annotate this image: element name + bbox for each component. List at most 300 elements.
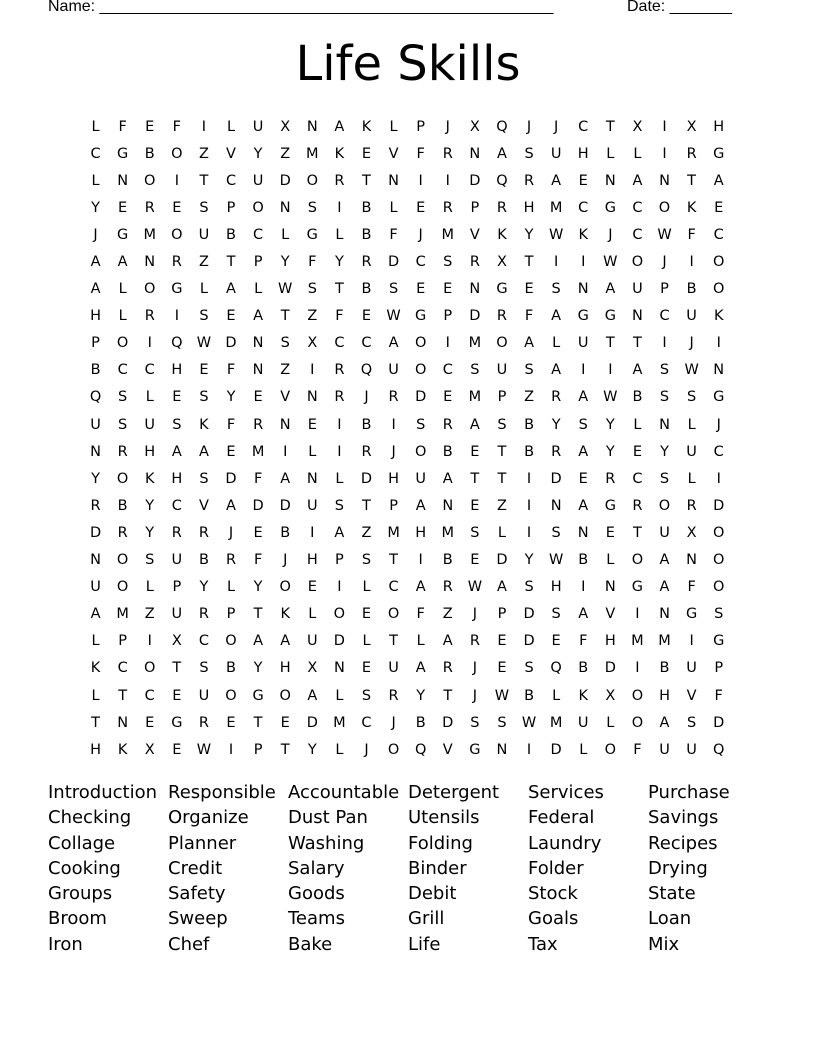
grid-letter: R (361, 254, 372, 271)
grid-letter: M (116, 606, 129, 623)
grid-letter: S (497, 416, 507, 433)
grid-letter: D (496, 552, 508, 569)
grid-letter: O (387, 741, 400, 758)
grid-letter: U (577, 714, 589, 731)
grid-letter: Y (199, 579, 209, 596)
grid-letter: A (280, 633, 291, 650)
grid-letter: I (283, 443, 288, 460)
grid-letter: R (90, 497, 101, 514)
grid-letter: L (687, 470, 696, 487)
grid-letter: V (469, 226, 480, 243)
word-list-item: Detergent (408, 782, 500, 803)
grid-letter: O (712, 579, 725, 596)
grid-letter: A (659, 552, 670, 569)
grid-letter: U (686, 308, 697, 325)
grid-letter: O (631, 254, 644, 271)
word-list-item: Debit (408, 883, 457, 905)
grid-letter: S (551, 606, 561, 623)
word-list-item: Goals (528, 908, 579, 930)
grid-letter: S (307, 199, 317, 216)
grid-letter: N (577, 524, 589, 541)
grid-letter: R (632, 497, 643, 514)
grid-letter: G (117, 145, 129, 162)
word-list-item: Responsible (168, 782, 276, 803)
grid-letter: I (310, 362, 315, 379)
grid-letter: K (713, 308, 724, 325)
grid-row (82, 492, 732, 519)
grid-letter: G (604, 199, 616, 216)
grid-letter: B (361, 226, 372, 243)
grid-letter: C (171, 497, 182, 514)
grid-letter: P (226, 199, 236, 216)
grid-letter: N (469, 145, 481, 162)
grid-letter: E (361, 606, 372, 623)
grid-row (82, 167, 732, 194)
grid-letter: G (252, 687, 264, 704)
grid-letter: U (686, 443, 697, 460)
grid-letter: B (226, 660, 236, 677)
grid-letter: A (551, 172, 562, 189)
grid-letter: P (253, 254, 263, 271)
grid-letter: N (90, 552, 101, 569)
grid-letter: B (578, 552, 589, 569)
grid-letter: N (117, 172, 129, 189)
grid-letter: I (526, 524, 532, 541)
grid-letter: N (469, 281, 481, 298)
grid-letter: N (659, 606, 670, 623)
grid-letter: Z (307, 308, 318, 325)
grid-letter: T (497, 443, 507, 460)
grid-letter: C (117, 362, 128, 379)
grid-letter: Y (91, 199, 100, 216)
grid-letter: C (632, 199, 643, 216)
grid-letter: B (361, 281, 372, 298)
grid-letter: C (442, 362, 453, 379)
grid-letter: I (391, 416, 396, 433)
page-title: Life Skills (295, 36, 521, 92)
grid-letter: U (171, 606, 183, 623)
grid-letter: S (551, 281, 561, 298)
grid-letter: D (550, 741, 562, 758)
grid-letter: C (144, 362, 155, 379)
grid-letter: P (416, 118, 426, 135)
grid-letter: I (689, 254, 694, 271)
word-list-item: Broom (48, 908, 107, 930)
grid-letter: G (604, 308, 616, 325)
grid-letter: C (361, 714, 372, 731)
grid-letter: I (716, 335, 721, 352)
grid-letter: R (361, 443, 372, 460)
grid-letter: O (171, 145, 183, 162)
grid-letter: T (334, 281, 344, 298)
grid-letter: U (90, 416, 101, 433)
grid-letter: P (253, 741, 263, 758)
grid-letter: S (470, 714, 480, 731)
grid-letter: D (550, 470, 562, 487)
grid-letter: I (581, 254, 586, 271)
grid-letter: O (712, 281, 725, 298)
grid-letter: A (578, 497, 589, 514)
grid-letter: D (415, 389, 427, 406)
grid-row (82, 655, 732, 682)
grid-letter: T (280, 308, 290, 325)
grid-letter: H (550, 579, 562, 596)
name-field-label: Name: ___________________________________________________ (48, 0, 554, 15)
grid-letter: J (554, 118, 559, 135)
grid-letter: O (631, 552, 644, 569)
grid-letter: I (526, 741, 532, 758)
grid-letter: A (659, 714, 670, 731)
grid-letter: L (606, 714, 615, 731)
grid-letter: E (172, 199, 182, 216)
grid-letter: F (335, 308, 344, 325)
grid-letter: F (416, 606, 425, 623)
grid-letter: N (496, 741, 508, 758)
grid-letter: Z (524, 389, 535, 406)
grid-letter: J (472, 606, 477, 623)
grid-letter: D (279, 497, 291, 514)
grid-letter: I (147, 633, 152, 650)
grid-letter: G (469, 741, 481, 758)
grid-letter: N (252, 362, 264, 379)
grid-letter: V (388, 145, 399, 162)
grid-letter: R (225, 552, 237, 569)
grid-letter: T (389, 552, 398, 569)
grid-letter: E (470, 552, 480, 569)
grid-letter: I (635, 660, 640, 677)
grid-letter: S (524, 660, 534, 677)
grid-letter: A (334, 524, 345, 541)
grid-letter: J (418, 226, 423, 243)
grid-letter: W (467, 579, 483, 596)
grid-letter: S (199, 199, 209, 216)
grid-letter: Z (280, 145, 291, 162)
grid-letter: A (198, 443, 209, 460)
grid-letter: O (712, 552, 725, 569)
grid-letter: I (554, 254, 559, 271)
grid-letter: E (253, 524, 263, 541)
grid-letter: E (443, 389, 453, 406)
grid-letter: L (118, 281, 127, 298)
grid-letter: T (199, 172, 209, 189)
grid-letter: T (226, 254, 236, 271)
grid-letter: G (117, 226, 129, 243)
grid-letter: U (415, 470, 426, 487)
grid-letter: E (551, 633, 561, 650)
grid-letter: D (225, 335, 237, 352)
grid-letter: I (635, 606, 640, 623)
grid-letter: S (118, 416, 128, 433)
grid-letter: D (225, 470, 237, 487)
grid-letter: Z (144, 606, 155, 623)
grid-letter: W (386, 308, 401, 325)
grid-letter: A (90, 254, 101, 271)
word-list-item: Life (408, 933, 441, 955)
grid-letter: I (337, 199, 342, 216)
grid-letter: L (606, 145, 615, 162)
grid-letter: S (172, 416, 182, 433)
grid-letter: H (279, 660, 291, 677)
grid-letter: D (387, 254, 400, 271)
grid-letter: R (388, 389, 399, 406)
grid-letter: B (524, 443, 535, 460)
word-list-item: Savings (648, 807, 719, 829)
grid-letter: B (415, 714, 426, 731)
grid-letter: E (361, 308, 372, 325)
grid-letter: G (604, 497, 616, 514)
grid-letter: W (196, 335, 212, 352)
grid-letter: E (226, 308, 236, 325)
grid-letter: L (308, 443, 317, 460)
grid-letter: H (415, 524, 427, 541)
grid-letter: T (280, 741, 290, 758)
grid-letter: X (496, 254, 507, 271)
grid-letter: O (116, 335, 129, 352)
grid-letter: T (362, 172, 371, 189)
grid-row (82, 303, 732, 330)
grid-letter: H (306, 552, 318, 569)
grid-letter: G (631, 579, 644, 596)
grid-letter: N (279, 416, 291, 433)
grid-letter: I (337, 443, 342, 460)
grid-letter: I (418, 172, 423, 189)
word-list-item: Utensils (408, 807, 480, 829)
grid-letter: R (253, 416, 264, 433)
grid-letter: K (334, 145, 345, 162)
grid-letter: P (91, 335, 100, 352)
grid-letter: E (226, 714, 236, 731)
grid-letter: A (578, 443, 589, 460)
grid-letter: B (361, 416, 372, 433)
word-search-grid (82, 113, 732, 763)
grid-letter: X (307, 660, 318, 677)
grid-letter: S (145, 552, 155, 569)
grid-letter: Z (361, 524, 372, 541)
grid-letter: E (253, 389, 263, 406)
word-list-item: Checking (48, 807, 132, 829)
grid-letter: L (633, 416, 642, 433)
grid-letter: M (333, 714, 346, 731)
grid-letter: B (144, 145, 155, 162)
grid-letter: Y (145, 497, 155, 514)
grid-letter: T (253, 714, 263, 731)
grid-letter: T (687, 172, 697, 189)
grid-letter: T (632, 524, 642, 541)
grid-letter: G (713, 633, 725, 650)
grid-letter: A (551, 308, 562, 325)
grid-letter: I (445, 172, 450, 189)
grid-row (82, 411, 732, 438)
grid-letter: A (659, 579, 670, 596)
word-list-item: Federal (528, 807, 595, 829)
grid-letter: Q (171, 335, 183, 352)
grid-letter: G (415, 308, 427, 325)
grid-letter: R (469, 254, 480, 271)
grid-letter: W (196, 741, 212, 758)
grid-letter: G (713, 145, 725, 162)
word-list-item: Grill (408, 908, 445, 930)
grid-letter: P (226, 606, 236, 623)
grid-letter: J (472, 687, 477, 704)
grid-letter: J (93, 226, 98, 243)
grid-letter: C (632, 226, 643, 243)
grid-row (82, 601, 732, 628)
grid-letter: I (662, 145, 667, 162)
grid-letter: K (199, 416, 209, 433)
grid-letter: X (469, 118, 480, 135)
grid-letter: R (605, 470, 616, 487)
word-list-item: Binder (408, 857, 467, 879)
grid-letter: W (521, 714, 537, 731)
grid-row (82, 628, 732, 655)
word-list-item: State (648, 883, 696, 905)
grid-letter: O (306, 172, 318, 189)
grid-letter: S (524, 145, 534, 162)
grid-letter: O (171, 226, 183, 243)
grid-letter: U (252, 118, 264, 135)
grid-letter: I (445, 335, 450, 352)
grid-letter: B (90, 362, 101, 379)
grid-letter: F (524, 308, 534, 325)
grid-letter: A (578, 606, 589, 623)
word-list-item: Washing (288, 832, 365, 854)
grid-letter: R (496, 199, 507, 216)
grid-letter: L (579, 741, 588, 758)
grid-letter: R (144, 308, 155, 325)
grid-letter: A (415, 660, 426, 677)
grid-letter: M (387, 524, 400, 541)
grid-letter: A (713, 172, 724, 189)
grid-letter: D (360, 470, 373, 487)
grid-letter: N (659, 172, 670, 189)
grid-letter: N (686, 552, 698, 569)
grid-letter: W (494, 687, 510, 704)
grid-letter: R (442, 145, 453, 162)
grid-letter: A (442, 633, 453, 650)
grid-letter: M (549, 199, 563, 216)
grid-letter: F (253, 470, 263, 487)
grid-letter: T (443, 687, 453, 704)
grid-letter: O (604, 741, 617, 758)
grid-letter: J (391, 443, 396, 460)
grid-letter: D (442, 714, 454, 731)
grid-letter: M (143, 226, 156, 243)
grid-letter: T (118, 687, 128, 704)
grid-letter: S (361, 687, 372, 704)
grid-letter: D (713, 714, 725, 731)
grid-letter: K (578, 226, 588, 243)
grid-letter: L (633, 145, 642, 162)
grid-letter: I (337, 416, 342, 433)
grid-letter: N (306, 389, 318, 406)
grid-letter: W (278, 281, 293, 298)
grid-letter: N (388, 172, 399, 189)
grid-letter: C (117, 660, 128, 677)
grid-letter: D (469, 172, 481, 189)
grid-letter: J (526, 118, 532, 135)
word-list-item: Safety (168, 883, 226, 905)
word-list (48, 780, 768, 957)
grid-letter: F (687, 226, 696, 243)
grid-letter: Y (334, 254, 344, 271)
grid-letter: U (198, 687, 210, 704)
grid-letter: G (496, 281, 508, 298)
grid-letter: J (391, 714, 396, 731)
grid-letter: K (144, 470, 155, 487)
word-list-item: Credit (168, 857, 223, 879)
grid-letter: L (606, 552, 615, 569)
grid-letter: P (497, 606, 507, 623)
grid-letter: P (470, 199, 480, 216)
grid-letter: H (90, 308, 101, 325)
grid-letter: B (659, 660, 670, 677)
grid-letter: T (497, 470, 507, 487)
grid-letter: M (251, 443, 265, 460)
grid-letter: L (389, 118, 398, 135)
grid-letter: A (442, 470, 453, 487)
grid-letter: X (144, 741, 155, 758)
grid-letter: Y (605, 443, 615, 460)
grid-letter: S (714, 606, 724, 623)
grid-letter: B (524, 687, 535, 704)
grid-letter: V (605, 606, 616, 623)
grid-letter: U (306, 497, 318, 514)
grid-letter: R (686, 145, 697, 162)
grid-letter: K (361, 118, 372, 135)
grid-letter: Y (416, 687, 426, 704)
word-list-item: Drying (648, 857, 708, 879)
grid-letter: F (226, 362, 236, 379)
grid-letter: I (526, 470, 532, 487)
grid-letter: C (225, 172, 237, 189)
grid-letter: N (279, 199, 291, 216)
grid-row (82, 547, 732, 574)
grid-letter: L (91, 172, 100, 189)
grid-letter: A (632, 362, 643, 379)
grid-letter: Z (198, 145, 209, 162)
grid-letter: F (253, 552, 263, 569)
grid-letter: I (662, 118, 667, 135)
grid-letter: L (389, 199, 398, 216)
grid-letter: G (685, 606, 698, 623)
grid-letter: R (442, 579, 453, 596)
grid-letter: X (686, 118, 697, 135)
grid-letter: A (605, 281, 616, 298)
grid-letter: A (334, 118, 345, 135)
grid-letter: G (306, 226, 318, 243)
grid-letter: H (144, 443, 156, 460)
grid-letter: M (631, 633, 644, 650)
grid-letter: O (144, 281, 156, 298)
grid-letter: I (526, 497, 532, 514)
grid-letter: C (659, 308, 670, 325)
grid-letter: L (335, 741, 344, 758)
grid-letter: A (307, 687, 318, 704)
word-list-item: Services (528, 782, 604, 803)
grid-letter: N (604, 579, 616, 596)
grid-letter: S (524, 579, 534, 596)
grid-letter: C (90, 145, 101, 162)
grid-letter: E (416, 199, 426, 216)
grid-letter: O (225, 633, 237, 650)
grid-letter: C (415, 254, 426, 271)
grid-letter: A (280, 470, 291, 487)
grid-letter: U (496, 362, 508, 379)
grid-letter: N (713, 362, 725, 379)
grid-letter: F (389, 226, 398, 243)
grid-letter: E (605, 524, 615, 541)
grid-letter: S (361, 552, 372, 569)
